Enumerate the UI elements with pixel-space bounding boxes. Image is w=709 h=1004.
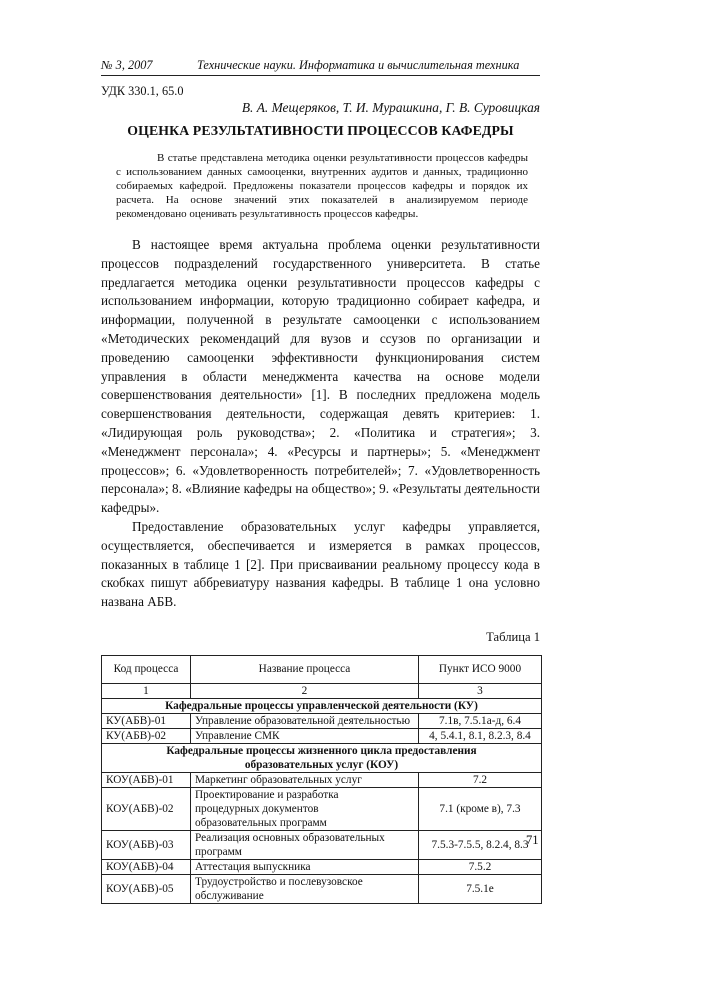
iso-clause: 7.5.1е <box>419 874 542 903</box>
iso-clause: 7.2 <box>419 772 542 787</box>
process-name: Реализация основных образовательных программ <box>191 830 419 859</box>
iso-clause: 7.5.3-7.5.5, 8.2.4, 8.3 <box>419 830 542 859</box>
abstract <box>116 151 528 221</box>
column-number: 3 <box>419 683 542 698</box>
column-number-row <box>102 683 542 698</box>
column-number: 1 <box>102 683 191 698</box>
authors: В. А. Мещеряков, Т. И. Мурашкина, Г. В. Суровицкая <box>241 100 540 115</box>
process-name: Аттестация выпускника <box>191 859 419 874</box>
section-row <box>102 743 542 772</box>
process-code: КОУ(АБВ)-05 <box>102 874 191 903</box>
column-header: Код процесса <box>102 655 191 683</box>
paragraph: Предоставление образовательных услуг кафедры управляется, осуществляется, обеспечивается и измеряется в рамках процессов, показанных в таблице 1 [2]. При присваивании реальному процессу кода в скобках пишут аббревиатуру названия кафедры. В таблице 1 она условно названа АБВ. <box>101 518 540 610</box>
column-header: Пункт ИСО 9000 <box>419 655 542 683</box>
page-number: 71 <box>526 833 539 847</box>
process-code: КУ(АБВ)-01 <box>102 713 191 728</box>
iso-clause: 7.1 (кроме в), 7.3 <box>419 787 542 830</box>
iso-clause: 4, 5.4.1, 8.1, 8.2.3, 8.4 <box>419 728 542 743</box>
process-code: КУ(АБВ)-02 <box>102 728 191 743</box>
column-header: Название процесса <box>191 655 419 683</box>
section-title: Кафедральные процессы управленческой деятельности (КУ) <box>102 698 542 713</box>
running-header <box>101 58 540 76</box>
table-row <box>102 859 542 874</box>
process-name: Управление СМК <box>191 728 419 743</box>
process-code: КОУ(АБВ)-01 <box>102 772 191 787</box>
journal-title: Технические науки. Информатика и вычислительная техника <box>197 58 520 72</box>
process-name: Трудоустройство и послевузовское обслуживание <box>191 874 419 903</box>
process-table <box>101 655 542 904</box>
table-row <box>102 772 542 787</box>
paragraph: В настоящее время актуальна проблема оценки результативности процессов подразделений государственного университета. В статье предлагается методика оценки результативности процессов кафедры с использованием информации, которую традиционно собирает кафедра, и информации, полученной в результате самооценки с использованием «Методических рекомендаций для вузов и ссузов по организации и проведению самооценки эффективности функционирования систем управления в области менеджмента качества на основе модели совершенствования деятельности» [1]. В последних предложена модель совершенствования деятельности, содержащая девять критериев: 1. «Лидирующая роль руководства»; 2. «Политика и стратегия»; 3. «Менеджмент персонала»; 4. «Ресурсы и партнеры»; 5. «Менеджмент процессов»; 6. «Удовлетворенность потребителей»; 7. «Удовлетворенность персонала»; 8. «Влияние кафедры на общество»; 9. «Результаты деятельности кафедры». <box>101 237 540 516</box>
journal-issue: № 3, 2007 <box>101 58 153 72</box>
process-name: Управление образовательной деятельностью <box>191 713 419 728</box>
column-number: 2 <box>191 683 419 698</box>
iso-clause: 7.5.2 <box>419 859 542 874</box>
abstract-text: В статье представлена методика оценки результативности процессов кафедры с использованием данных самооценки, внутренних аудитов и данных, традиционно собираемых кафедрой. Предложены показатели процессов кафедры и порядок их расчета. На основе значений этих показателей в анализируемом периоде рекомендовано оценивать результативность процессов кафедры. <box>116 152 528 220</box>
process-name: Маркетинг образовательных услуг <box>191 772 419 787</box>
table-header-row <box>102 655 542 683</box>
table-caption: Таблица 1 <box>486 629 540 644</box>
udc-code: УДК 330.1, 65.0 <box>101 84 184 98</box>
section-title: Кафедральные процессы жизненного цикла предоставления образовательных услуг (КОУ) <box>102 743 542 772</box>
process-name: Проектирование и разработка процедурных документов образовательных программ <box>191 787 419 830</box>
page <box>101 58 540 904</box>
table-row <box>102 713 542 728</box>
body-text <box>101 236 540 612</box>
table-row <box>102 787 542 830</box>
table-row <box>102 874 542 903</box>
paper-title: ОЦЕНКА РЕЗУЛЬТАТИВНОСТИ ПРОЦЕССОВ КАФЕДРЫ <box>127 123 514 138</box>
process-code: КОУ(АБВ)-03 <box>102 830 191 859</box>
table-row <box>102 830 542 859</box>
process-code: КОУ(АБВ)-04 <box>102 859 191 874</box>
section-row <box>102 698 542 713</box>
process-code: КОУ(АБВ)-02 <box>102 787 191 830</box>
iso-clause: 7.1в, 7.5.1а-д, 6.4 <box>419 713 542 728</box>
table-row <box>102 728 542 743</box>
